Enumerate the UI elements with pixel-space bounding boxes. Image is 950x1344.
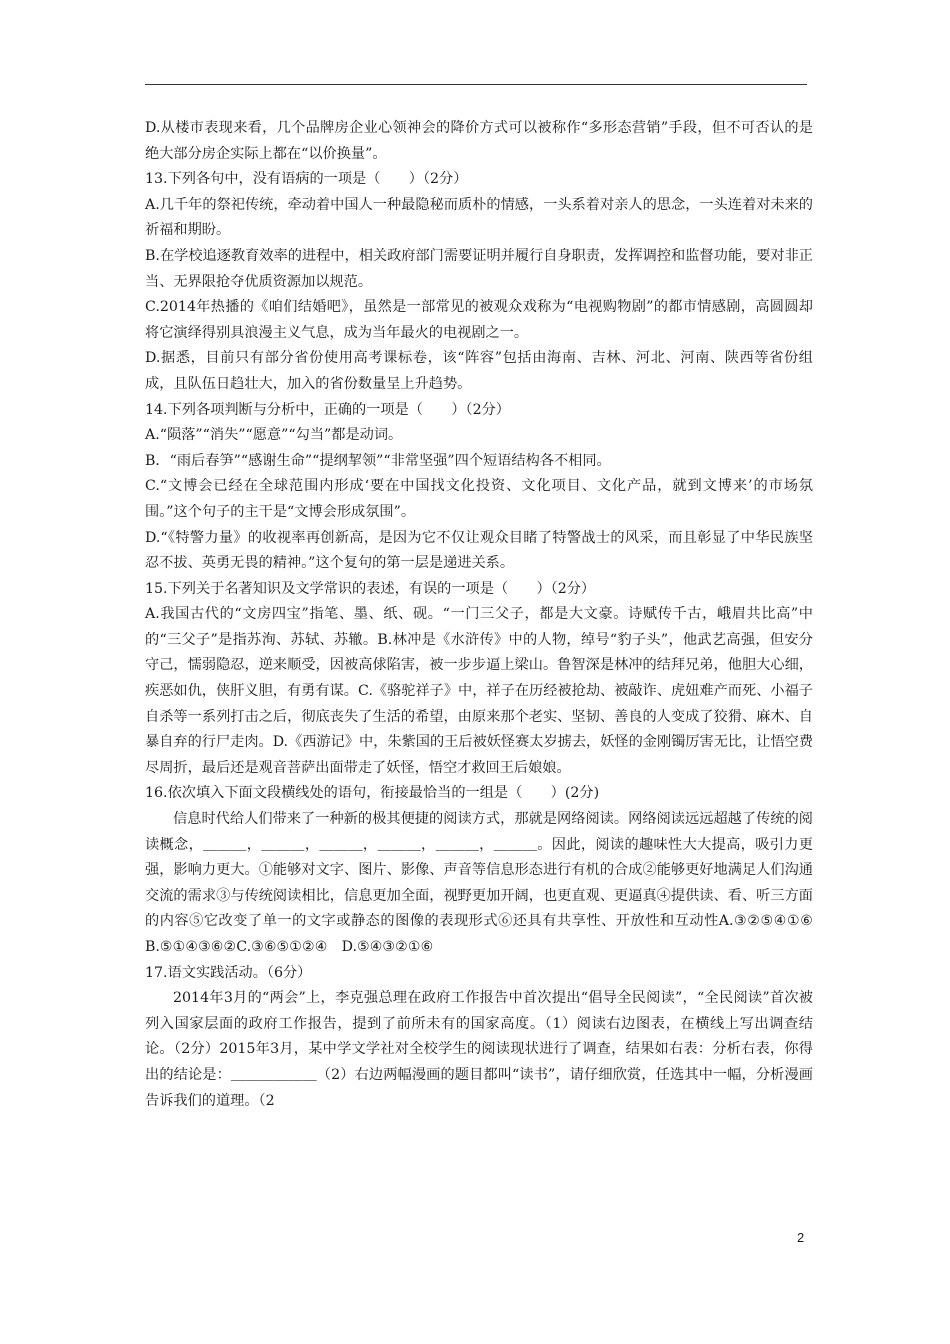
q13-option-d: D.据悉，目前只有部分省份使用高考课标卷，该“阵容”包括由海南、吉林、河北、河南、陕西等省份组成，且队伍日趋壮大，加入的省份数量呈上升趋势。 — [145, 350, 813, 392]
q12-option-d: D.从楼市表现来看，几个品牌房企业心领神会的降价方式可以被称作“多形态营销”手段，但不可否认的是绝大部分房企实际上都在“以价换量”。 — [145, 120, 813, 162]
page-number: 2 — [797, 1230, 805, 1245]
header-rule — [145, 84, 807, 85]
q13-option-a: A.几千年的祭祀传统，牵动着中国人一种最隐秘而质朴的情感，一头系着对亲人的思念，一头连着对未来的祈福和期盼。 — [145, 196, 813, 239]
q16-passage: 信息时代给人们带来了一种新的极其便捷的阅读方式，那就是网络阅读。网络阅读远远超越了传统的阅读概念，＿＿＿，＿＿＿，＿＿＿，＿＿＿，＿＿＿，＿＿＿。因此，阅读的趣味性大大提高，吸引力更强，影响力更大。①能够对文字、图片、影像、声音等信息形态进行有机的合成②能够更好地满足人们沟通交流的需求③与传统阅读相比，信息更加全面，视野更加开阔，也更直观、更逼真④提供读、看、听三方面的内容⑤它改变了单一的文字或静态的图像的表现形式⑥还具有共享性、开放性和互动性A.③②⑤④①⑥ B.⑤①④③⑥②C.③⑥⑤①②④ D.⑤④③②①⑥ — [145, 811, 828, 955]
q14-option-a: A.“陨落”“消失”“愿意”“勾当”都是动词。 — [145, 427, 403, 444]
q16-stem: 16.依次填入下面文段横线处的语句，衔接最恰当的一组是（ ）(2分) — [145, 785, 600, 802]
q17-stem: 17.语文实践活动。（6分） — [145, 964, 312, 981]
q15-stem: 15.下列关于名著知识及文学常识的表述，有误的一项是（ ）（2分） — [145, 580, 596, 597]
q14-option-b: B．“雨后春笋”“感谢生命”“提纲挈领”“非常坚强”四个短语结构各不相同。 — [145, 452, 611, 469]
q13-stem: 13.下列各句中，没有语病的一项是（ ）（2分） — [145, 171, 468, 188]
q14-option-c: C.“文博会已经在全球范围内形成‘要在中国找文化投资、文化项目、文化产品，就到文博来’的市场氛围。”这个句子的主干是“文博会形成氛围”。 — [145, 478, 813, 520]
q13-option-b: B.在学校追逐教育效率的进程中，相关政府部门需要证明并履行自身职责，发挥调控和监督功能，要对非正当、无界限抢夺优质资源加以规范。 — [145, 247, 813, 290]
q14-option-d: D.“《特警力量》的收视率再创新高，是因为它不仅让观众目睹了特警战士的风采，而且彰显了中华民族坚忍不拔、英勇无畏的精神。”这个复句的第一层是递进关系。 — [145, 529, 813, 572]
q13-option-c: C.2014年热播的《咱们结婚吧》，虽然是一部常见的被观众戏称为“电视购物剧”的都市情感剧，高圆圆却将它演绎得别具浪漫主义气息，成为当年最火的电视剧之一。 — [145, 299, 813, 341]
q14-stem: 14.下列各项判断与分析中，正确的一项是（ ）（2分） — [145, 401, 510, 418]
document-body — [145, 116, 828, 1114]
q15-options: A.我国古代的“文房四宝”指笔、墨、纸、砚。“一门三父子，都是大文豪。诗赋传千古，峨眉共比高”中的“三父子”是指苏洵、苏轼、苏辙。B.林冲是《水浒传》中的人物，绰号“豹子头”，他武艺高强，但安分守己，懦弱隐忍，逆来顺受，因被高俅陷害，被一步步逼上梁山。鲁智深是林冲的结拜兄弟，他胆大心细，疾恶如仇，侠肝义胆，有勇有谋。C.《骆驼祥子》中，祥子在历经被抢劫、被敲诈、虎妞难产而死、小福子自杀等一系列打击之后，彻底丧失了生活的希望，由原来那个老实、坚韧、善良的人变成了狡猾、麻木、自暴自弃的行尸走肉。D.《西游记》中，朱紫国的王后被妖怪赛太岁掳去，妖怪的金刚镯厉害无比，让悟空费尽周折，最后还是观音菩萨出面带走了妖怪，悟空才救回王后娘娘。 — [145, 606, 814, 776]
q17-passage: 2014年3月的“两会”上，李克强总理在政府工作报告中首次提出“倡导全民阅读”，“全民阅读”首次被列入国家层面的政府工作报告，提到了前所未有的国家高度。（1）阅读右边图表，在横线上写出调查结论。（2分）2015年3月，某中学文学社对全校学生的阅读现状进行了调查，结果如右表：分析右表，你得出的结论是：＿＿＿＿＿＿（2）右边两幅漫画的题目都叫“读书”，请仔细欣赏，任选其中一幅，分析漫画告诉我们的道理。（2 — [145, 990, 813, 1109]
